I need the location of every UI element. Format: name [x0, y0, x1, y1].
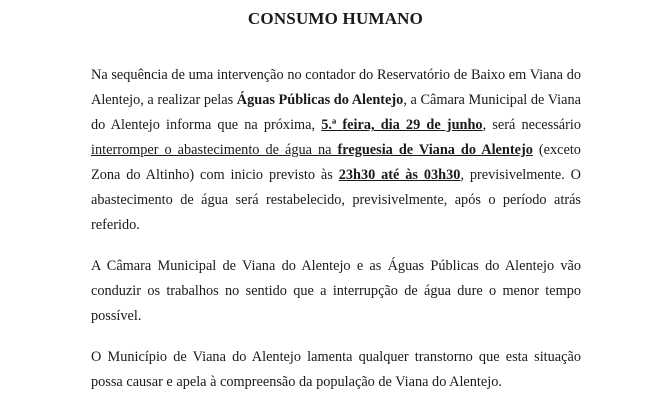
- underlined-text: interromper o abastecimento de água na: [91, 142, 338, 158]
- highlighted-date: 5.ª feira, dia 29 de junho: [321, 117, 483, 133]
- highlighted-parish: freguesia de Viana do Alentejo: [337, 142, 533, 158]
- document-title: CONSUMO HUMANO: [247, 9, 424, 28]
- text-segment: , será necessário: [482, 117, 582, 133]
- text-segment: (exceto Zona do Altinho) com inicio previsto às: [91, 142, 581, 183]
- text-segment: , a Câmara Municipal de Viana do Alentejo informa que na próxima,: [91, 92, 581, 133]
- paragraph-announcement: [91, 63, 581, 238]
- highlighted-time: 23h30 até às 03h30: [338, 167, 461, 183]
- paragraph-works: A Câmara Municipal de Viana do Alentejo e as Águas Públicas do Alentejo vão conduzir os trabalhos no sentido que a interrupção de água dure o menor tempo possível.: [91, 258, 581, 324]
- bold-entity-name: Águas Públicas do Alentejo: [236, 92, 404, 108]
- text-segment: Na sequência de uma intervenção no contador do Reservatório de Baixo em Viana do Alentejo, a realizar pelas: [91, 67, 581, 108]
- text-segment: , previsivelmente. O abastecimento de água será restabelecido, previsivelmente, após o período atrás referido.: [91, 167, 581, 233]
- paragraph-apology: O Município de Viana do Alentejo lamenta qualquer transtorno que esta situação possa causar e apela à compreensão da população de Viana do Alentejo.: [91, 349, 581, 390]
